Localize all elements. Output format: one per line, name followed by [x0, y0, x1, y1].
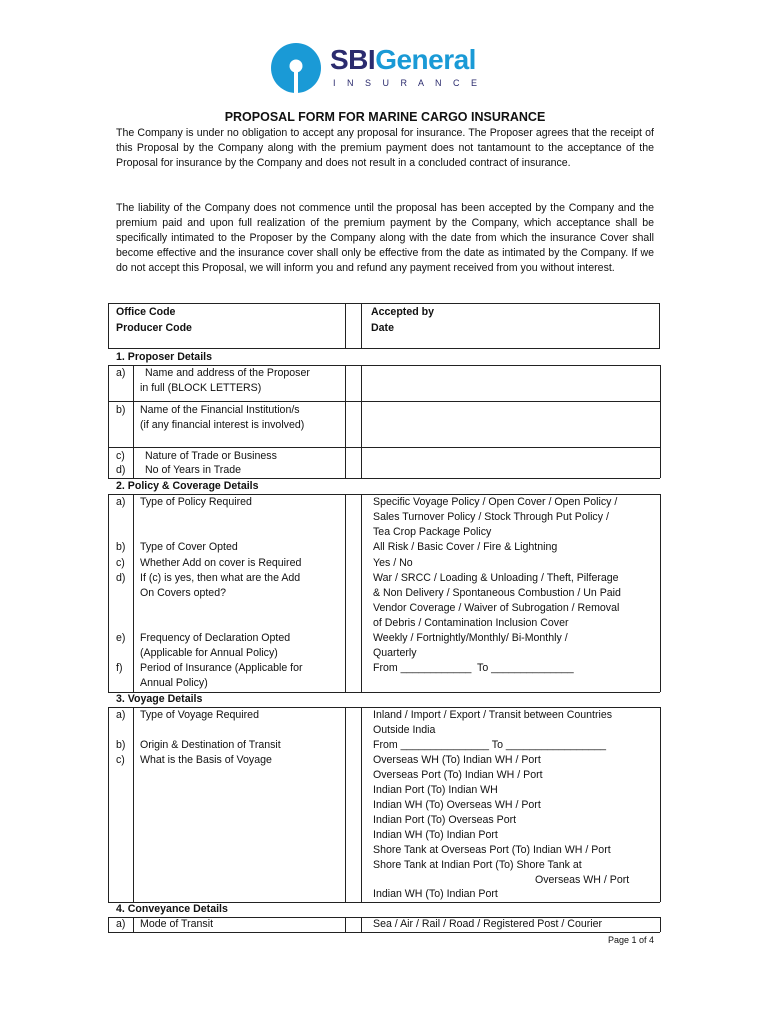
insurance-period-field[interactable]: From ____________ To ______________ [373, 662, 574, 674]
voyage-basis-option[interactable]: Indian WH (To) Overseas WH / Port [373, 799, 541, 811]
voyage-type-label: Type of Voyage Required [140, 709, 259, 721]
trade-field[interactable] [362, 448, 659, 477]
section-policy-coverage: 2. Policy & Coverage Details [116, 480, 259, 492]
voyage-type-option[interactable]: Inland / Import / Export / Transit between Countries [373, 709, 613, 721]
voyage-basis-option[interactable]: Indian Port (To) Overseas Port [373, 814, 517, 826]
intro-paragraph-2: The liability of the Company does not commence until the proposal has been accepted by the Company and the premium paid and upon full realization of the premium payment by the Company, which acceptance shall be specifically intimated to the Proposer by the Company along with the date from which the insurance Cover shall become effective and the insurance cover shall only be effective from the date as intimated by the Company. If we do not accept this Proposal, we will inform you and refund any payment received from you without interest. [116, 202, 654, 274]
intro-paragraph-1: The Company is under no obligation to accept any proposal for insurance. The Proposer agrees that the receipt of this Proposal by the Company along with the premium payment does not tantamount to the acceptance of the Proposal for insurance by the Company and does not result in a concluded contract of insurance. [116, 127, 654, 169]
voyage-basis-option[interactable]: Overseas WH / Port [535, 874, 630, 886]
proposer-name-label-2: in full (BLOCK LETTERS) [140, 382, 262, 394]
policy-type-option[interactable]: Tea Crop Package Policy [373, 526, 492, 538]
transit-mode-label: Mode of Transit [140, 918, 214, 930]
voyage-basis-option[interactable]: Overseas WH (To) Indian WH / Port [373, 754, 541, 766]
voyage-basis-option[interactable]: Shore Tank at Indian Port (To) Shore Tank at [373, 859, 582, 871]
producer-code-label: Producer Code [116, 322, 192, 334]
proposer-name-label: Name and address of the Proposer [145, 367, 310, 379]
section-proposer-details: 1. Proposer Details [116, 351, 212, 363]
declaration-frequency-option[interactable]: Weekly / Fortnightly/Monthly/ Bi-Monthly / [373, 632, 568, 644]
addon-covers-label: If (c) is yes, then what are the Add [140, 572, 301, 584]
logo-sbi-text: SBI [330, 44, 376, 75]
addon-covers-option[interactable]: War / SRCC / Loading & Unloading / Theft, Pilferage [373, 572, 619, 584]
addon-required-option[interactable]: Yes / No [373, 557, 413, 569]
row-letter: d) [116, 464, 126, 476]
row-letter: a) [116, 918, 126, 930]
declaration-frequency-option[interactable]: Quarterly [373, 647, 417, 659]
financial-institution-label-2: (if any financial interest is involved) [140, 419, 305, 431]
row-letter: b) [116, 541, 126, 553]
addon-covers-option[interactable]: of Debris / Contamination Inclusion Cover [373, 617, 569, 629]
addon-required-label: Whether Add on cover is Required [140, 557, 302, 569]
insurance-period-label-2: Annual Policy) [140, 677, 208, 689]
voyage-basis-option[interactable]: Indian Port (To) Indian WH [373, 784, 498, 796]
voyage-basis-label: What is the Basis of Voyage [140, 754, 272, 766]
sbi-logo [270, 42, 510, 94]
declaration-frequency-label-2: (Applicable for Annual Policy) [140, 647, 278, 659]
row-letter: f) [116, 662, 123, 674]
voyage-basis-option[interactable]: Indian WH (To) Indian Port [373, 829, 498, 841]
nature-of-trade-label: Nature of Trade or Business [145, 450, 277, 462]
insurance-period-label: Period of Insurance (Applicable for [140, 662, 303, 674]
origin-destination-label: Origin & Destination of Transit [140, 739, 281, 751]
logo-insurance-text: I N S U R A N C E [333, 78, 482, 88]
years-in-trade-label: No of Years in Trade [145, 464, 241, 476]
voyage-basis-option[interactable]: Shore Tank at Overseas Port (To) Indian WH / Port [373, 844, 611, 856]
cover-type-option[interactable]: All Risk / Basic Cover / Fire & Lightning [373, 541, 558, 553]
transit-mode-option[interactable]: Sea / Air / Rail / Road / Registered Post / Courier [373, 918, 603, 930]
row-letter: c) [116, 450, 125, 462]
cover-type-label: Type of Cover Opted [140, 541, 238, 553]
financial-institution-label: Name of the Financial Institution/s [140, 404, 300, 416]
page-number: Page 1 of 4 [607, 935, 654, 945]
section-conveyance-details: 4. Conveyance Details [116, 903, 228, 915]
row-letter: d) [116, 572, 126, 584]
row-letter: e) [116, 632, 126, 644]
section-voyage-details: 3. Voyage Details [116, 693, 203, 705]
policy-type-label: Type of Policy Required [140, 496, 252, 508]
origin-destination-field[interactable]: From _______________ To _________________ [373, 739, 607, 751]
row-letter: a) [116, 709, 126, 721]
sbi-logo-icon [270, 42, 322, 94]
voyage-type-option[interactable]: Outside India [373, 724, 436, 736]
addon-covers-option[interactable]: Vendor Coverage / Waiver of Subrogation / Removal [373, 602, 620, 614]
voyage-basis-option[interactable]: Indian WH (To) Indian Port [373, 888, 498, 900]
page-title: PROPOSAL FORM FOR MARINE CARGO INSURANCE [224, 110, 546, 124]
row-letter: c) [116, 557, 125, 569]
voyage-basis-option[interactable]: Overseas Port (To) Indian WH / Port [373, 769, 543, 781]
row-letter: a) [116, 496, 126, 508]
accepted-by-label: Accepted by [371, 306, 434, 318]
addon-covers-label-2: On Covers opted? [140, 587, 226, 599]
row-letter: c) [116, 754, 125, 766]
row-letter: a) [116, 367, 126, 379]
logo-general-text: General [375, 44, 476, 75]
addon-covers-option[interactable]: & Non Delivery / Spontaneous Combustion / Un Paid [373, 587, 621, 599]
declaration-frequency-label: Frequency of Declaration Opted [140, 632, 291, 644]
office-code-label: Office Code [116, 306, 176, 318]
row-letter: b) [116, 404, 126, 416]
date-label: Date [371, 322, 394, 334]
policy-type-option[interactable]: Specific Voyage Policy / Open Cover / Open Policy / [373, 496, 618, 508]
financial-institution-field[interactable] [362, 402, 659, 446]
policy-type-option[interactable]: Sales Turnover Policy / Stock Through Put Policy / [373, 511, 609, 523]
proposer-name-field[interactable] [362, 366, 659, 400]
row-letter: b) [116, 739, 126, 751]
